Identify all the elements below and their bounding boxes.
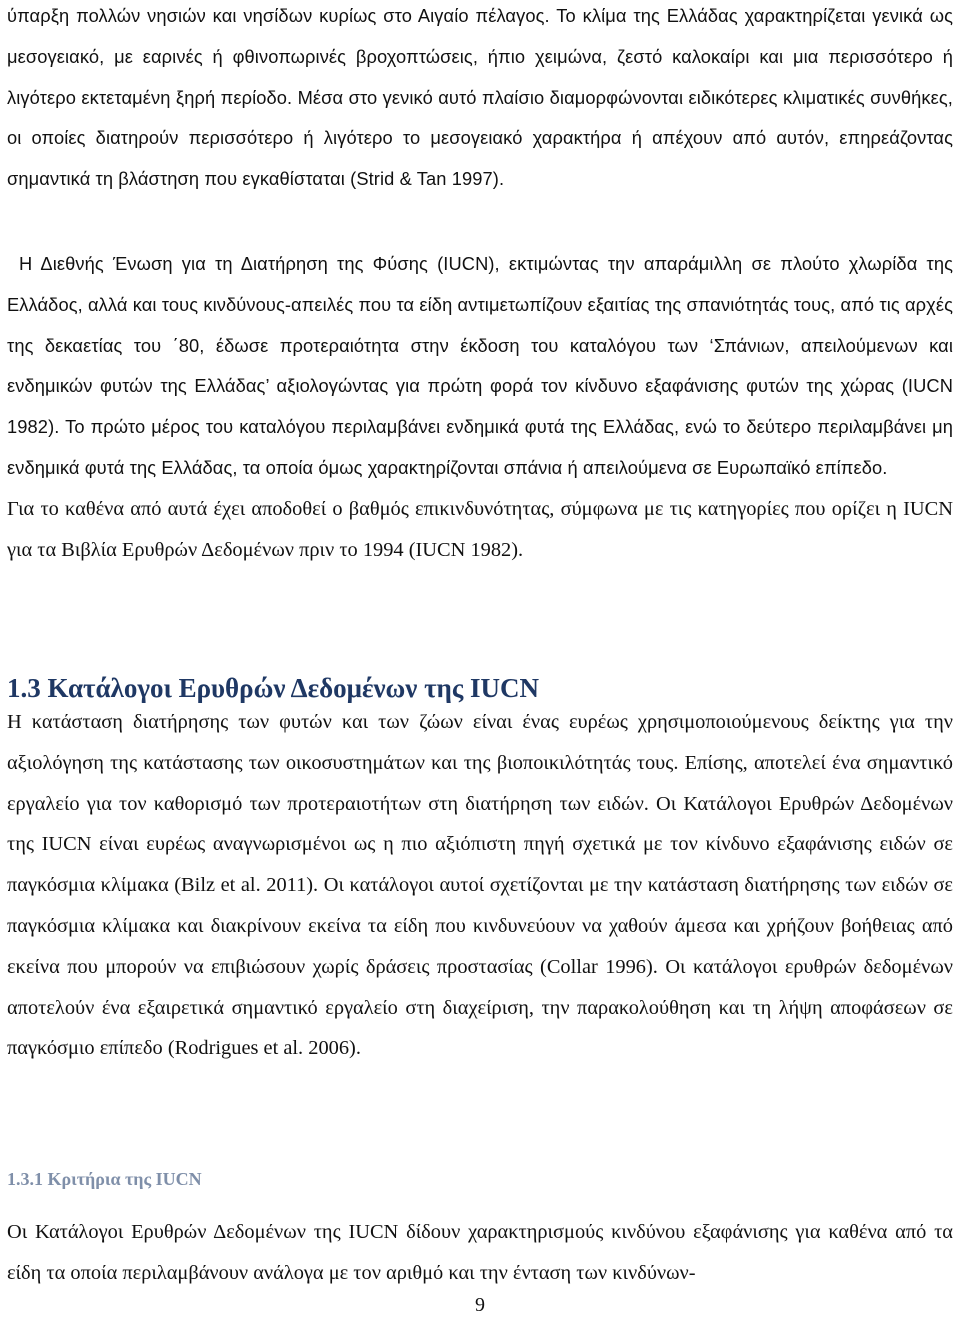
climate-paragraph-block	[7, 0, 953, 200]
red-lists-paragraph-block	[7, 702, 953, 1069]
subsection-heading-criteria: 1.3.1 Κριτήρια της IUCN	[7, 1169, 202, 1189]
criteria-paragraph-block	[7, 1212, 953, 1294]
paragraph-criteria: Οι Κατάλογοι Ερυθρών Δεδομένων της IUCN δίδουν χαρακτηρισμούς κινδύνου εξαφάνισης για καθένα από τα είδη τα οποία περιλαμβάνουν ανάλογα με τον αριθμό και την ένταση των κινδύνων-	[7, 1221, 953, 1284]
page-number: 9	[475, 1294, 485, 1316]
paragraph-climate: ύπαρξη πολλών νησιών και νησίδων κυρίως στο Αιγαίο πέλαγος. Το κλίμα της Ελλάδας χαρακτηρίζεται γενικά ως μεσογειακό, με εαρινές ή φθινοπωρινές βροχοπτώσεις, ήπιο χειμώνα, ζεστό καλοκαίρι και μια περισσότερο ή λιγότερο εκτεταμένη ξηρή περίοδο. Μέσα στο γενικό αυτό πλαίσιο διαμορφώνονται ειδικότερες κλιματικές συνθήκες, οι οποίες διατηρούν περισσότερο ή λιγότερο το μεσογειακό χαρακτήρα ή απέχουν από αυτόν, επηρεάζοντας σημαντικά τη βλάστηση που εγκαθίσταται (Strid & Tan 1997).	[7, 5, 953, 190]
iucn-history-block	[7, 244, 953, 570]
paragraph-red-lists: Η κατάσταση διατήρησης των φυτών και των ζώων είναι ένας ευρέως χρησιμοποιούμενους δείκτης για την αξιολόγηση της κατάστασης των οικοσυστημάτων και της βιοποικιλότητάς τους. Επίσης, αποτελεί ένα σημαντικό εργαλείο για τον καθορισμό των προτεραιοτήτων στη διατήρηση των ειδών. Οι Κατάλογοι Ερυθρών Δεδομένων της IUCN είναι ευρέως αναγνωρισμένοι ως η πιο αξιόπιστη πηγή σχετικά με τον κίνδυνο εξαφάνισης ειδών σε παγκόσμια κλίμακα (Bilz et al. 2011). Οι κατάλογοι αυτοί σχετίζονται με την κατάσταση διατήρησης των ειδών σε παγκόσμια κλίμακα και διακρίνουν εκείνα τα είδη που κινδυνεύουν να χαθούν άμεσα και χρήζουν βοήθειας από εκείνα που μπορούν να επιβιώσουν χωρίς δράσεις προστασίας (Collar 1996). Οι κατάλογοι ερυθρών δεδομένων αποτελούν ένα εξαιρετικά σημαντικό εργαλείο στη διαχείριση, την παρακολούθηση και τη λήψη αποφάσεων σε παγκόσμιο επίπεδο (Rodrigues et al. 2006).	[7, 711, 953, 1060]
paragraph-iucn-categories: Για το καθένα από αυτά έχει αποδοθεί ο βαθμός επικινδυνότητας, σύμφωνα με τις κατηγορίες που ορίζει η IUCN για τα Βιβλία Ερυθρών Δεδομένων πριν το 1994 (IUCN 1982).	[7, 497, 953, 561]
section-heading-red-lists: 1.3 Κατάλογοι Ερυθρών Δεδομένων της IUCN	[7, 673, 540, 703]
paragraph-iucn-history: Η Διεθνής Ένωση για τη Διατήρηση της Φύσης (IUCN), εκτιμώντας την απαράμιλλη σε πλούτο χλωρίδα της Ελλάδος, αλλά και τους κινδύνους-απειλές που τα είδη αντιμετωπίζουν εξαιτίας της σπανιότητάς τους, από τις αρχές της δεκαετίας του ΄80, έδωσε προτεραιότητα στην έκδοση του καταλόγου των ‘Σπάνιων, απειλούμενων και ενδημικών φυτών της Ελλάδας’ αξιολογώντας για πρώτη φορά τον κίνδυνο εξαφάνισης φυτών της χώρας (IUCN 1982). Το πρώτο μέρος του καταλόγου περιλαμβάνει ενδημικά φυτά της Ελλάδας, ενώ το δεύτερο περιλαμβάνει μη ενδημικά φυτά της Ελλάδας, τα οποία όμως χαρακτηρίζονται σπάνια ή απειλούμενα σε Ευρωπαϊκό επίπεδο.	[7, 253, 953, 478]
